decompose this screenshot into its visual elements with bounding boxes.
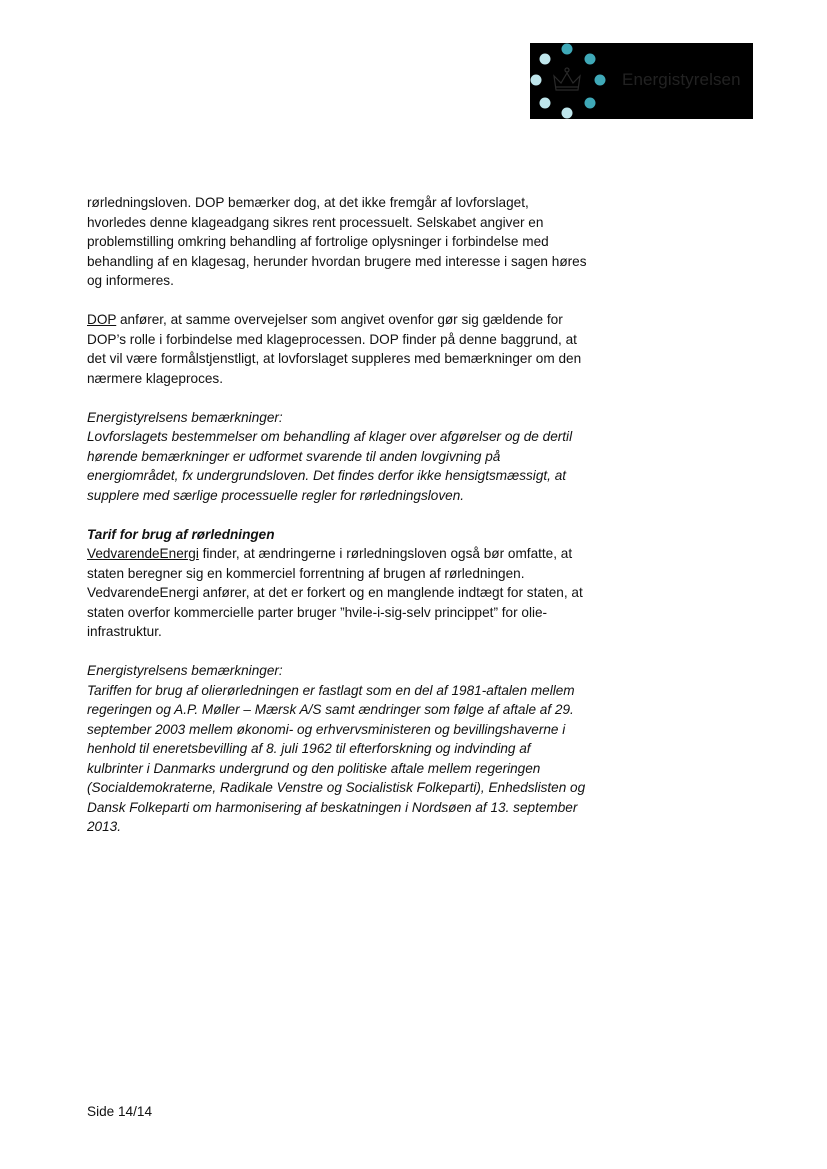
remarks-block-2 — [87, 661, 617, 837]
text-line: september 2003 mellem økonomi- og erhvervsministeren og bevillingshaverne i — [87, 721, 566, 737]
vedvarendeenergi-link[interactable]: VedvarendeEnergi — [87, 546, 199, 561]
remarks-block-1 — [87, 408, 617, 506]
text-line: staten overfor kommercielle parter bruger ”hvile-i-sig-selv princippet” for olie- — [87, 604, 548, 620]
text-line — [87, 310, 617, 330]
text-line: Lovforslagets bestemmelser om behandling af klager over afgørelser og de dertil — [87, 429, 573, 444]
section-title: Tarif for brug af rørledningen — [87, 526, 275, 542]
page-number: Side 14/14 — [87, 1104, 153, 1119]
text-line: og informeres. — [87, 273, 174, 288]
logo-dot — [540, 54, 551, 65]
logo-dot — [540, 98, 551, 109]
text-line: kulbrinter i Danmarks undergrund og den politiske aftale mellem regeringen — [87, 760, 541, 776]
remarks-heading: Energistyrelsens bemærkninger: — [87, 663, 283, 678]
text-line: hørende bemærkninger er udformet svarende til anden lovgivning på — [87, 448, 501, 464]
text-line: det vil være formålstjenstligt, at lovforslaget suppleres med bemærkninger om den — [87, 351, 582, 366]
text-run: finder, at ændringerne i rørledningsloven også bør omfatte, at — [198, 546, 573, 561]
tarif-section — [87, 525, 617, 642]
text-line: 2013. — [87, 819, 122, 834]
text-line: problemstilling omkring behandling af fortrolige oplysninger i forbindelse med — [87, 234, 549, 249]
text-line: energiområdet, fx undergrundsloven. Det findes derfor ikke hensigtsmæssigt, at — [87, 468, 567, 483]
text-line: henhold til eneretsbevilling af 8. juli 1962 til efterforskning og indvinding af — [87, 741, 531, 756]
text-run: anfører, at samme overvejelser som angivet ovenfor gør sig gældende for — [116, 312, 563, 327]
text-line: Dansk Folkeparti om harmonisering af beskatningen i Nordsøen af 13. september — [87, 799, 578, 815]
text-line: nærmere klageproces. — [87, 370, 223, 386]
logo-dot — [562, 44, 573, 55]
logo-dot — [595, 75, 606, 86]
text-line: DOP’s rolle i forbindelse med klageprocessen. DOP finder på denne baggrund, at — [87, 331, 577, 347]
energistyrelsen-logo — [530, 43, 753, 119]
crown-icon — [554, 68, 580, 90]
text-line: (Socialdemokraterne, Radikale Venstre og Socialistisk Folkeparti), Enhedslisten og — [87, 780, 586, 795]
logo-dot — [562, 108, 573, 119]
document-body — [87, 193, 617, 856]
text-line: staten beregner sig en kommerciel forrentning af brugen af rørledningen. — [87, 565, 525, 581]
text-line: hvorledes denne klageadgang sikres rent processuelt. Selskabet angiver en — [87, 214, 544, 230]
logo-dot — [531, 75, 542, 86]
dop-link[interactable]: DOP — [87, 312, 117, 327]
paragraph-1 — [87, 193, 617, 291]
text-line: rørledningsloven. DOP bemærker dog, at det ikke fremgår af lovforslaget, — [87, 195, 529, 210]
text-line: regeringen og A.P. Møller – Mærsk A/S samt ændringer som følge af aftale af 29. — [87, 702, 574, 717]
text-line: VedvarendeEnergi anfører, at det er forkert og en manglende indtægt for staten, at — [87, 585, 583, 600]
text-line: behandling af en klagesag, herunder hvordan brugere med interesse i sagen høres — [87, 253, 587, 269]
logo-dot — [585, 98, 596, 109]
text-line: infrastruktur. — [87, 624, 162, 639]
logo-text: Energistyrelsen — [622, 70, 741, 89]
text-line — [87, 544, 617, 564]
logo-dot — [585, 54, 596, 65]
remarks-heading: Energistyrelsens bemærkninger: — [87, 409, 283, 425]
text-line: supplere med særlige processuelle regler for rørledningsloven. — [87, 487, 465, 503]
text-line: Tariffen for brug af olierørledningen er fastlagt som en del af 1981-aftalen mellem — [87, 682, 575, 698]
paragraph-2 — [87, 310, 617, 388]
